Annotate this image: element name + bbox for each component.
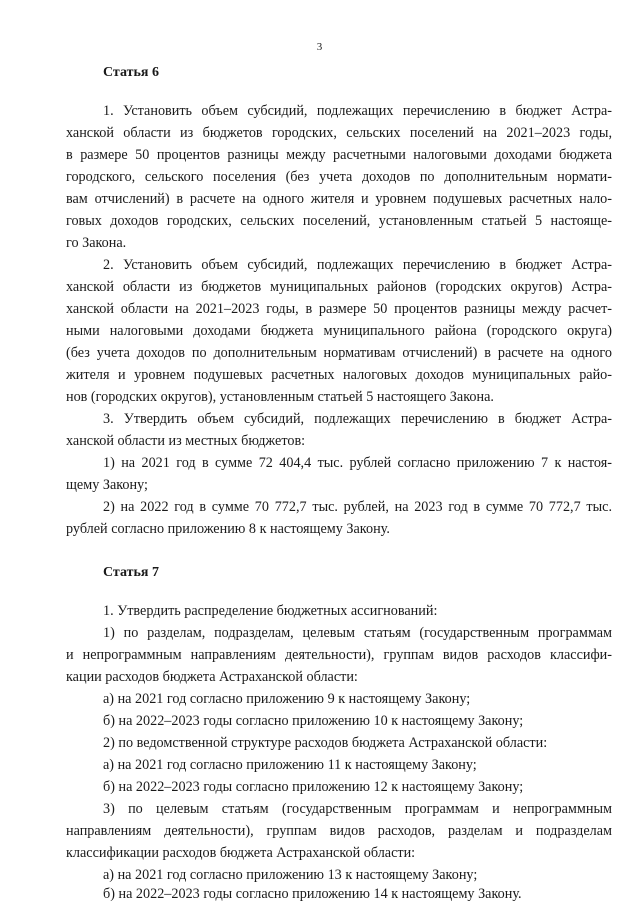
article-7-line: а) на 2021 год согласно приложению 13 к настоящему Закону; xyxy=(103,867,478,883)
page-number: 3 xyxy=(316,41,323,53)
article-6-line: нов (городских округов), установленным статьей 5 настоящего Закона. xyxy=(66,389,494,405)
article-7-line: а) на 2021 год согласно приложению 9 к настоящему Закону; xyxy=(103,691,471,707)
article-6-line: 1) на 2021 год в сумме 72 404,4 тыс. рублей согласно приложению 7 к настоя- xyxy=(103,455,612,471)
article-6-heading: Статья 6 xyxy=(103,65,159,80)
article-6-line: рублей согласно приложению 8 к настоящему Закону. xyxy=(66,521,390,537)
article-6-line: говых доходов городских, сельских поселений, установленным статьей 5 настояще- xyxy=(66,213,612,229)
article-6-line: 3. Утвердить объем субсидий, подлежащих перечислению в бюджет Астра- xyxy=(103,411,612,427)
article-7-heading: Статья 7 xyxy=(103,565,159,580)
article-7-line: кации расходов бюджета Астраханской области: xyxy=(66,669,358,685)
article-7-line: и непрограммным направлениям деятельности), группам видов расходов классифи- xyxy=(66,647,612,663)
article-6-line: ными налоговыми доходами бюджета муниципального района (городского округа) xyxy=(66,323,612,339)
article-6-line: ханской области из местных бюджетов: xyxy=(66,433,306,449)
article-7-line: направлениям деятельности), группам видов расходов, разделам и подразделам xyxy=(66,823,612,839)
article-7-line: 1. Утвердить распределение бюджетных ассигнований: xyxy=(103,603,438,619)
article-6-line: ханской области из бюджетов муниципальных районов (городских округов) Астра- xyxy=(66,279,612,295)
article-6-line: 2. Установить объем субсидий, подлежащих перечислению в бюджет Астра- xyxy=(103,257,612,273)
article-6-line: вам отчислений) в расчете на одного жителя и уровнем подушевых расчетных нало- xyxy=(66,191,612,207)
article-6-line: жителя и уровнем подушевых расчетных налоговых доходов муниципальных райо- xyxy=(66,367,612,383)
article-6-line: 2) на 2022 год в сумме 70 772,7 тыс. рублей, на 2023 год в сумме 70 772,7 тыс. xyxy=(103,499,612,515)
article-6-line: щему Закону; xyxy=(66,477,148,493)
article-6-line: (без учета доходов по дополнительным нормативам отчислений) в расчете на одного xyxy=(66,345,612,361)
article-6-line: ханской области из бюджетов городских, сельских поселений на 2021–2023 годы, xyxy=(66,125,612,141)
article-7-line: 1) по разделам, подразделам, целевым статьям (государственным программам xyxy=(103,625,612,641)
article-7-line: б) на 2022–2023 годы согласно приложению 14 к настоящему Закону. xyxy=(103,886,522,902)
article-7-line: 2) по ведомственной структуре расходов бюджета Астраханской области: xyxy=(103,735,548,751)
article-7-line: б) на 2022–2023 годы согласно приложению 12 к настоящему Закону; xyxy=(103,779,524,795)
article-7-line: классификации расходов бюджета Астраханской области: xyxy=(66,845,416,861)
article-6-line: городского, сельского поселения (без учета доходов по дополнительным нормати- xyxy=(66,169,612,185)
article-6-line: ханской области на 2021–2023 годы, в размере 50 процентов разницы между расчет- xyxy=(66,301,612,317)
article-6-line: го Закона. xyxy=(66,235,127,251)
article-6-line: в размере 50 процентов разницы между расчетными налоговыми доходами бюджета xyxy=(66,147,612,163)
article-7-line: 3) по целевым статьям (государственным программам и непрограммным xyxy=(103,801,612,817)
article-7-line: а) на 2021 год согласно приложению 11 к настоящему Закону; xyxy=(103,757,477,773)
article-6-line: 1. Установить объем субсидий, подлежащих перечислению в бюджет Астра- xyxy=(103,103,612,119)
article-7-line: б) на 2022–2023 годы согласно приложению 10 к настоящему Закону; xyxy=(103,713,524,729)
